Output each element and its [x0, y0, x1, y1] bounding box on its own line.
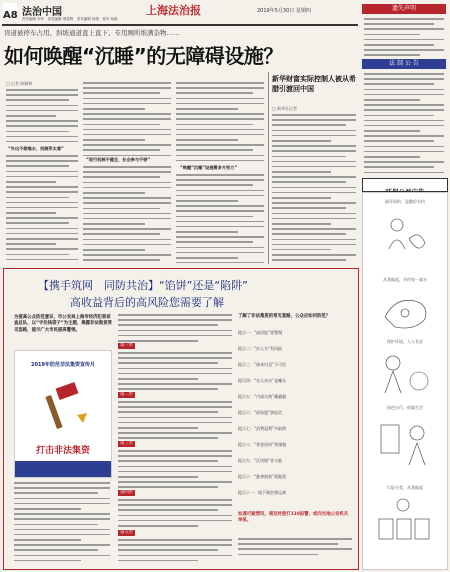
- feature-headline-2: 高收益背后的高风险您需要了解: [70, 296, 224, 309]
- sketch-caption-1: 最环保的，是勤俭节约: [385, 199, 425, 204]
- article-col-3a: [176, 82, 264, 164]
- sketch-illustration-3: [373, 349, 437, 399]
- tip-item: 提示一：“高回报”要警惕: [238, 330, 283, 335]
- section-title: 法治中国: [22, 7, 62, 18]
- article-col-2a: [83, 82, 171, 156]
- sketch-caption-3: 保护环境，人人有责: [387, 339, 423, 344]
- feature-col-1-text: [14, 482, 110, 564]
- masthead: 上海法治报: [146, 4, 201, 17]
- eco-ad-panel: [362, 192, 448, 570]
- feature-col-2-intro: [118, 314, 232, 342]
- sketch-caption-4: 绿色出行，低碳生活: [387, 405, 423, 410]
- tip-item: 提示六：“原始股”别轻信: [238, 410, 283, 415]
- news-side-byline: □ 新华社记者: [272, 106, 298, 111]
- page-mark: A8: [3, 3, 17, 14]
- feature-right-title: 了解了非法集资的常见套路，公众应如何防范？: [238, 314, 331, 319]
- feature-intro: 为提高公众防范意识，市公安局上海市经济犯罪侦查总队，以“守住钱袋子”为主题，揭露非法集资常见套路，提示广大市民提高警惕。: [14, 315, 112, 333]
- part-text-5: [118, 539, 232, 565]
- part-label-1: 第一步: [120, 343, 134, 348]
- part-label-4: 第四步: [120, 490, 134, 495]
- column-divider: [268, 72, 269, 264]
- article-subhead-3: “唤醒“沉睡”设施需多方努力”: [180, 165, 238, 170]
- sketch-caption-2: 从我做起，节约每一滴水: [383, 277, 427, 282]
- hammer-icon: [33, 379, 93, 439]
- article-col-2b: [83, 166, 171, 263]
- article-col-3b: [176, 174, 264, 263]
- campaign-poster: [14, 350, 112, 478]
- sketch-illustration-4: [373, 415, 437, 475]
- tip-item: 提示十：“慈善捐款”需甄别: [238, 474, 287, 479]
- part-text-1: [118, 352, 232, 390]
- tip-item: 提示二：“拉人头”有风险: [238, 346, 283, 351]
- feature-note: 如遇可疑情况，请及时拨打110报警，或向当地公安机关举报。: [238, 512, 349, 523]
- article-col-1a: [6, 89, 78, 145]
- article-byline: □ 记者 陈颖婷: [6, 81, 33, 86]
- feature-footer-text: [238, 538, 352, 564]
- poster-band: [15, 461, 111, 477]
- legal-notice-header: 法 制 公 告: [362, 59, 446, 69]
- issue-date: 2019年5月30日 星期四: [257, 8, 311, 14]
- poster-title: 2019年防范非法集资宣传月: [31, 362, 95, 368]
- sketch-illustration-5: [373, 495, 437, 561]
- article-headline: 如何唤醒“沉睡”的无障碍设施？: [4, 44, 283, 68]
- tip-item: 提示三：“保本付息”不可信: [238, 362, 287, 367]
- editor-credits: 责任编辑 李东 视觉编辑 邢延辉 美术编辑 杨娟 校对 杨嘉: [22, 17, 118, 21]
- part-text-2: [118, 401, 232, 439]
- legal-notice-text: [364, 73, 444, 175]
- sketch-caption-5: 垃圾分类，从我做起: [387, 485, 423, 490]
- header-rule: [2, 24, 358, 26]
- tip-item: 提示七：“消费返利”多陷阱: [238, 426, 287, 431]
- part-label-3: 第三步: [120, 441, 134, 446]
- tip-item: 提示八：“养老投资”须谨慎: [238, 442, 287, 447]
- article-subhead-2: “现行机制不健全，社会参与不够”: [86, 157, 151, 162]
- tip-item: 提示九：“区块链”非万能: [238, 458, 283, 463]
- feature-headline-1: 【携手筑网 同防共治】“馅饼”还是“陷阱”: [38, 279, 248, 292]
- part-text-3: [118, 450, 232, 488]
- part-label-5: 第五步: [120, 530, 134, 535]
- eco-ad-header: [362, 178, 448, 192]
- tip-item: 提示十一：线下聚会要远离: [238, 490, 286, 495]
- news-side-title: 新华财富实际控制人被从希腊引渡回中国: [272, 75, 356, 93]
- article-subhead-1: “外出不敢喝水，找厕所太难”: [8, 146, 64, 151]
- news-side-text: [272, 114, 356, 263]
- lost-notice-header: 遗失声明: [362, 4, 446, 14]
- sketch-illustration-2: [375, 287, 435, 333]
- poster-slogan: 打击非法集资: [35, 446, 90, 456]
- tips-list: [238, 330, 352, 506]
- article-kicker: 盲道被停车占用、斜坡通道直上直下、专用厕所堆满杂物……: [4, 29, 180, 37]
- lost-notice-text: [364, 18, 444, 56]
- part-label-2: 第二步: [120, 392, 134, 397]
- article-col-1b: [6, 155, 78, 263]
- tip-item: 提示五：“内部认购”藏猫腻: [238, 394, 287, 399]
- sketch-illustration-1: [375, 209, 435, 259]
- part-text-4: [118, 499, 232, 529]
- tip-item: 提示四：“名人站台”是噱头: [238, 378, 287, 383]
